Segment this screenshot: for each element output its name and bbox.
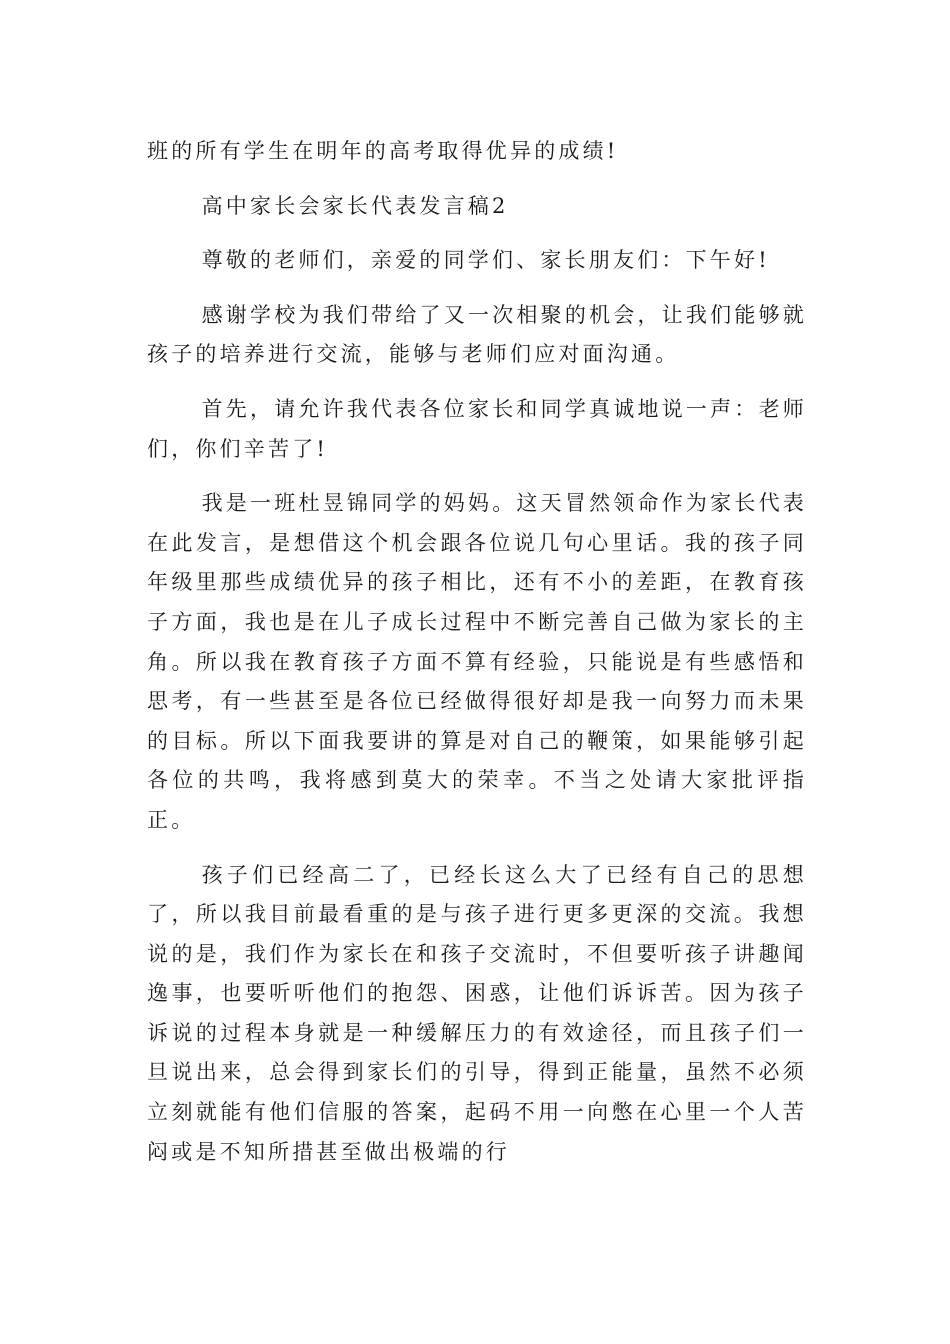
paragraph-greeting: 首先，请允许我代表各位家长和同学真诚地说一声：老师们，你们辛苦了! xyxy=(147,396,807,461)
paragraph-continuation: 班的所有学生在明年的高考取得优异的成绩! xyxy=(147,139,619,163)
salutation: 尊敬的老师们，亲爱的同学们、家长朋友们：下午好! xyxy=(201,248,770,273)
paragraph-communication: 孩子们已经高二了，已经长这么大了已经有自己的思想了，所以我目前最看重的是与孩子进行更多更深的交流。我想说的是，我们作为家长在和孩子交流时，不但要听孩子讲趣闻逸事，也要听听他们的抱怨、困惑，让他们诉诉苦。因为孩子诉说的过程本身就是一种缓解压力的有效途径，而且孩子们一旦说出来，总会得到家长们的引导，得到正能量，虽然不必须立刻就能有他们信服的答案，起码不用一向憋在心里一个人苦闷或是不知所措甚至做出极端的行 xyxy=(147,862,807,1164)
document-body xyxy=(147,132,807,1187)
paragraph-introduction: 我是一班杜昱锦同学的妈妈。这天冒然领命作为家长代表在此发言，是想借这个机会跟各位说几句心里话。我的孩子同年级里那些成绩优异的孩子相比，还有不小的差距，在教育孩子方面，我也是在儿子成长过程中不断完善自己做为家长的主角。所以我在教育孩子方面不算有经验，只能说是有些感悟和思考，有一些甚至是各位已经做得很好却是我一向努力而未果的目标。所以下面我要讲的算是对自己的鞭策，如果能够引起各位的共鸣，我将感到莫大的荣幸。不当之处请大家批评指正。 xyxy=(147,491,807,832)
section-heading: 高中家长会家长代表发言稿2 xyxy=(201,193,509,218)
paragraph-thanks: 感谢学校为我们带给了又一次相聚的机会，让我们能够就孩子的培养进行交流，能够与老师们应对面沟通。 xyxy=(147,302,807,367)
